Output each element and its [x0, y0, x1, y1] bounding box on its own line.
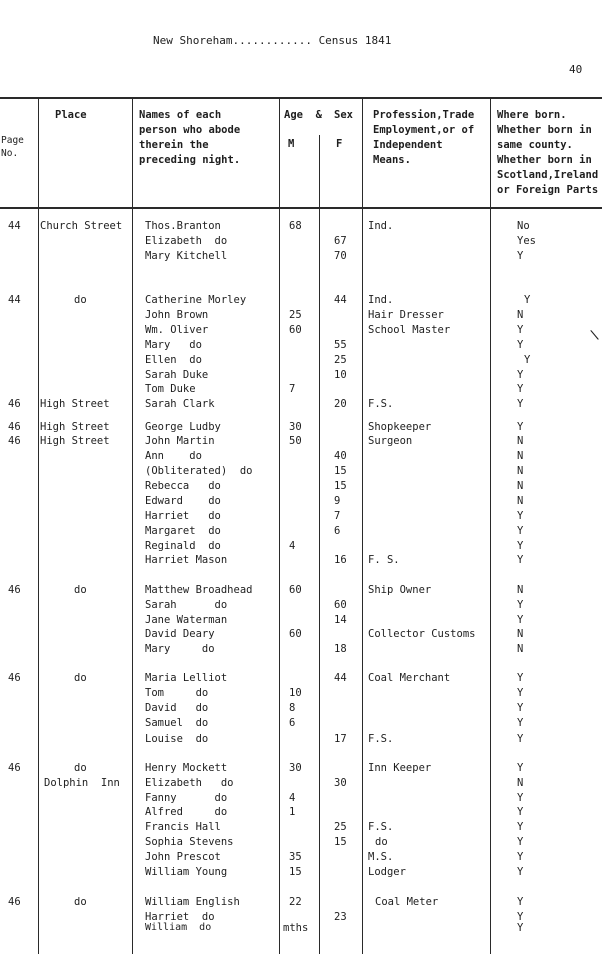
row-where-born: N [517, 465, 524, 477]
row-person-name: Rebecca do [145, 480, 221, 492]
row-where-born: Y [517, 717, 524, 729]
row-place: do [74, 294, 87, 306]
row-place: do [74, 896, 87, 908]
row-age-male: 4 [289, 792, 296, 804]
row-person-name: John Brown [145, 309, 209, 321]
row-age-female: 44 [334, 294, 347, 306]
row-where-born: N [517, 643, 524, 655]
row-profession: Lodger [368, 866, 406, 878]
row-page-no: 44 [8, 220, 21, 232]
row-age-male: 30 [289, 421, 302, 433]
row-profession: F.S. [368, 733, 394, 745]
row-where-born: N [517, 584, 524, 596]
row-age-female: 15 [334, 465, 347, 477]
row-where-born: Y [517, 762, 524, 774]
header-top-rule [0, 97, 602, 99]
row-person-name: William Young [145, 866, 228, 878]
row-where-born: Y [524, 354, 531, 366]
row-place: High Street [40, 421, 110, 433]
row-page-no: 46 [8, 762, 21, 774]
row-person-name: Harriet do [145, 510, 221, 522]
row-where-born: N [517, 450, 524, 462]
row-person-name: Tom do [145, 687, 209, 699]
row-where-born: Y [517, 599, 524, 611]
row-person-name: William English [145, 896, 240, 908]
row-place: High Street [40, 398, 110, 410]
row-where-born: Y [517, 806, 524, 818]
row-profession: Ind. [368, 294, 394, 306]
row-person-name: Maria Lelliot [145, 672, 228, 684]
header-profession: Profession,Trade Employment,or of Independent Means. [373, 109, 475, 166]
row-where-born: Y [517, 421, 524, 433]
row-where-born: N [517, 495, 524, 507]
row-age-female: 25 [334, 354, 347, 366]
row-profession: M.S. [368, 851, 394, 863]
row-where-born: Y [517, 324, 524, 336]
row-age-female: 60 [334, 599, 347, 611]
row-age-male: 8 [289, 702, 296, 714]
row-where-born: Y [517, 525, 524, 537]
row-age-female: 44 [334, 672, 347, 684]
header-bottom-rule [0, 207, 602, 209]
row-where-born: Yes [517, 235, 536, 247]
row-person-name: David do [145, 702, 209, 714]
header-place: Place [55, 109, 87, 121]
row-person-name: Harriet Mason [145, 554, 228, 566]
row-where-born: Y [517, 614, 524, 626]
row-where-born: Y [517, 398, 524, 410]
column-divider [319, 135, 320, 954]
row-where-born: Y [517, 836, 524, 848]
row-where-born: Y [517, 339, 524, 351]
row-profession: F. S. [368, 554, 400, 566]
row-place: High Street [40, 435, 110, 447]
row-place: do [74, 584, 87, 596]
row-place: do [74, 672, 87, 684]
row-where-born: N [517, 435, 524, 447]
row-profession: F.S. [368, 398, 394, 410]
row-person-name: Samuel do [145, 717, 209, 729]
row-person-name: Sarah Duke [145, 369, 209, 381]
row-age-female: 15 [334, 480, 347, 492]
header-page-no: Page No. [1, 135, 24, 159]
row-person-name: Francis Hall [145, 821, 221, 833]
row-age-male: 15 [289, 866, 302, 878]
row-person-name: William do [145, 922, 212, 933]
row-where-born: Y [517, 702, 524, 714]
row-age-female: 70 [334, 250, 347, 262]
row-age-female: 14 [334, 614, 347, 626]
row-person-name: Jane Waterman [145, 614, 228, 626]
row-age-male: 22 [289, 896, 302, 908]
row-where-born: Y [517, 369, 524, 381]
row-age-male: 60 [289, 584, 302, 596]
header-age-m: M [288, 138, 295, 150]
row-page-no: 46 [8, 896, 21, 908]
row-person-name: Wm. Oliver [145, 324, 209, 336]
row-where-born: N [517, 480, 524, 492]
row-age-female: 18 [334, 643, 347, 655]
row-person-name: Louise do [145, 733, 209, 745]
column-divider [362, 99, 363, 954]
row-where-born: Y [517, 510, 524, 522]
row-person-name: John Martin [145, 435, 215, 447]
row-age-male: 30 [289, 762, 302, 774]
row-where-born: Y [517, 911, 524, 923]
header-sex-f: F [336, 138, 343, 150]
row-where-born: Y [517, 866, 524, 878]
row-age-female: 16 [334, 554, 347, 566]
row-person-name: Mary do [145, 339, 202, 351]
row-age-male: 6 [289, 717, 296, 729]
row-person-name: George Ludby [145, 421, 221, 433]
row-where-born: N [517, 777, 524, 789]
row-where-born: Y [517, 922, 524, 934]
row-age-female: 40 [334, 450, 347, 462]
row-profession: Hair Dresser [368, 309, 444, 321]
row-age-male: 50 [289, 435, 302, 447]
row-person-name: David Deary [145, 628, 215, 640]
row-age-female: 25 [334, 821, 347, 833]
column-divider [132, 99, 133, 954]
row-profession: Ship Owner [368, 584, 432, 596]
row-person-name: Elizabeth do [145, 235, 228, 247]
row-where-born: N [517, 628, 524, 640]
row-profession: F.S. [368, 821, 394, 833]
row-where-born: N [517, 309, 524, 321]
row-person-name: Matthew Broadhead [145, 584, 253, 596]
row-age-female: 20 [334, 398, 347, 410]
row-person-name: (Obliterated) do [145, 465, 253, 477]
row-where-born: Y [524, 294, 531, 306]
column-divider [38, 99, 39, 954]
row-page-no: 46 [8, 421, 21, 433]
row-where-born: Y [517, 687, 524, 699]
row-page-no: 44 [8, 294, 21, 306]
header-sex: Sex [334, 109, 353, 121]
row-person-name: John Prescot [145, 851, 221, 863]
row-person-name: Tom Duke [145, 383, 196, 395]
header-names: Names of each person who abode therein the preceding night. [139, 109, 241, 166]
row-age-female: 23 [334, 911, 347, 923]
row-person-name: Ellen do [145, 354, 202, 366]
row-person-name: Fanny do [145, 792, 228, 804]
row-age-female: 9 [334, 495, 341, 507]
row-person-name: Edward do [145, 495, 221, 507]
row-age-male: mths [283, 922, 309, 934]
row-age-female: 30 [334, 777, 347, 789]
row-profession: Inn Keeper [368, 762, 432, 774]
column-divider [279, 99, 280, 954]
row-age-female: 55 [334, 339, 347, 351]
row-person-name: Sophia Stevens [145, 836, 234, 848]
row-person-name: Mary do [145, 643, 215, 655]
row-person-name: Reginald do [145, 540, 221, 552]
row-profession: Coal Meter [375, 896, 439, 908]
row-age-female: 17 [334, 733, 347, 745]
row-profession: Collector Customs [368, 628, 476, 640]
row-person-name: Alfred do [145, 806, 228, 818]
row-where-born: Y [517, 540, 524, 552]
row-age-female: 15 [334, 836, 347, 848]
row-page-no: 46 [8, 435, 21, 447]
row-profession: do [375, 836, 388, 848]
row-age-male: 60 [289, 324, 302, 336]
row-profession: Ind. [368, 220, 394, 232]
document-title: New Shoreham............ Census 1841 [153, 34, 392, 47]
row-where-born: Y [517, 733, 524, 745]
row-age-female: 10 [334, 369, 347, 381]
row-age-male: 7 [289, 383, 296, 395]
row-where-born: Y [517, 672, 524, 684]
row-age-male: 60 [289, 628, 302, 640]
row-page-no: 46 [8, 398, 21, 410]
row-age-male: 4 [289, 540, 296, 552]
row-person-name: Sarah Clark [145, 398, 215, 410]
row-where-born: Y [517, 250, 524, 262]
row-where-born: Y [517, 383, 524, 395]
header-where-born: Where born. Whether born in same county. Whether born in Scotland,Ireland or Foreign Parts [497, 109, 599, 196]
row-profession: School Master [368, 324, 451, 336]
row-page-no: 46 [8, 672, 21, 684]
row-person-name: Mary Kitchell [145, 250, 228, 262]
row-where-born: Y [517, 792, 524, 804]
row-where-born: Y [517, 554, 524, 566]
row-age-male: 1 [289, 806, 296, 818]
row-person-name: Thos.Branton [145, 220, 221, 232]
row-where-born: Y [517, 896, 524, 908]
row-where-born: Y [517, 821, 524, 833]
row-person-name: Harriet do [145, 911, 215, 923]
row-age-female: 67 [334, 235, 347, 247]
row-page-no: 46 [8, 584, 21, 596]
row-place: do [74, 762, 87, 774]
row-person-name: Sarah do [145, 599, 228, 611]
row-person-name: Catherine Morley [145, 294, 247, 306]
row-person-name: Ann do [145, 450, 202, 462]
row-place: Church Street [40, 220, 123, 232]
row-profession: Coal Merchant [368, 672, 451, 684]
row-person-name: Elizabeth do [145, 777, 234, 789]
column-divider [490, 99, 491, 954]
stray-pen-mark: \ [589, 327, 601, 344]
row-person-name: Henry Mockett [145, 762, 228, 774]
sheet-page-number: 40 [569, 63, 583, 76]
row-age-female: 6 [334, 525, 341, 537]
row-profession: Shopkeeper [368, 421, 432, 433]
header-age: Age & [284, 109, 322, 121]
row-profession: Surgeon [368, 435, 413, 447]
row-age-male: 35 [289, 851, 302, 863]
row-age-male: 25 [289, 309, 302, 321]
row-age-male: 10 [289, 687, 302, 699]
row-where-born: Y [517, 851, 524, 863]
row-where-born: No [517, 220, 530, 232]
row-place: Dolphin Inn [44, 777, 120, 789]
row-age-male: 68 [289, 220, 302, 232]
row-person-name: Margaret do [145, 525, 221, 537]
row-age-female: 7 [334, 510, 341, 522]
